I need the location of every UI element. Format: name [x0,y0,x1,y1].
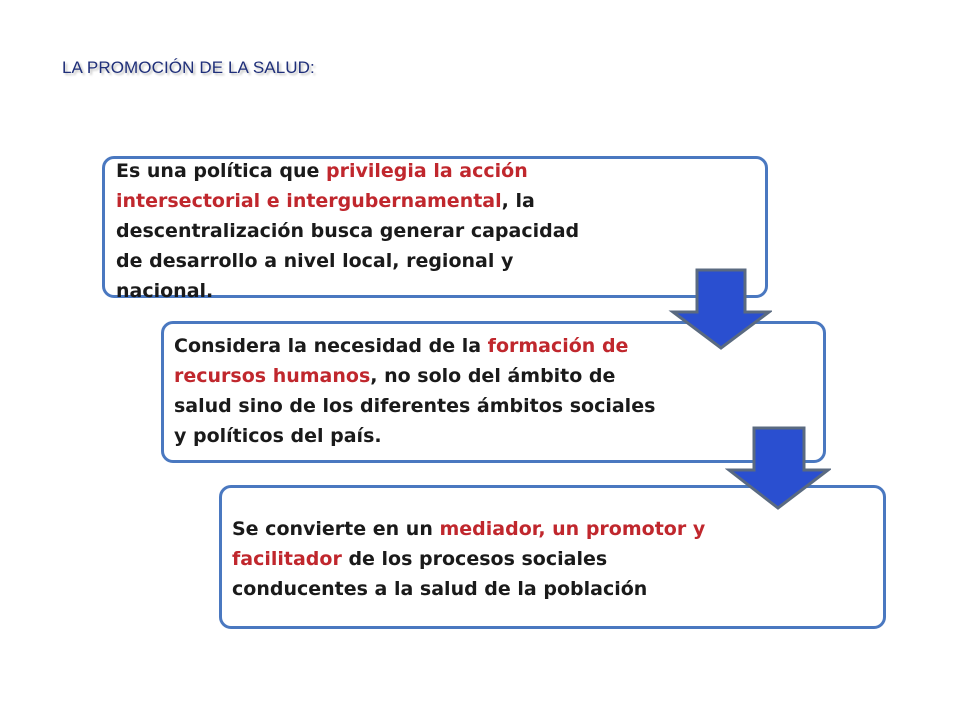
step-text-segment: , no solo del ámbito de salud sino de los diferentes ámbitos sociales y políticos del país. [174,365,656,447]
step-text-2 [174,331,674,451]
step-text-1 [116,156,608,306]
down-arrow-icon [668,268,772,352]
step-text-segment: de los procesos sociales conducentes a la salud de la población [232,548,648,600]
highlighted-text: mediador, un promotor y facilitador [232,518,706,570]
page-title: LA PROMOCIÓN DE LA SALUD: [62,58,315,77]
step-text-segment: Es una política que [116,160,326,182]
step-text-segment: , la descentralización busca generar capacidad de desarrollo a nivel local, regional y nacional. [116,190,580,302]
step-text-segment: Considera la necesidad de la [174,335,488,357]
step-text-segment: Se convierte en un [232,518,440,540]
highlighted-text: privilegia la acción intersectorial e intergubernamental [116,160,528,212]
step-text-3 [232,514,732,604]
down-arrow-icon [725,426,831,512]
highlighted-text: formación de recursos humanos [174,335,629,387]
